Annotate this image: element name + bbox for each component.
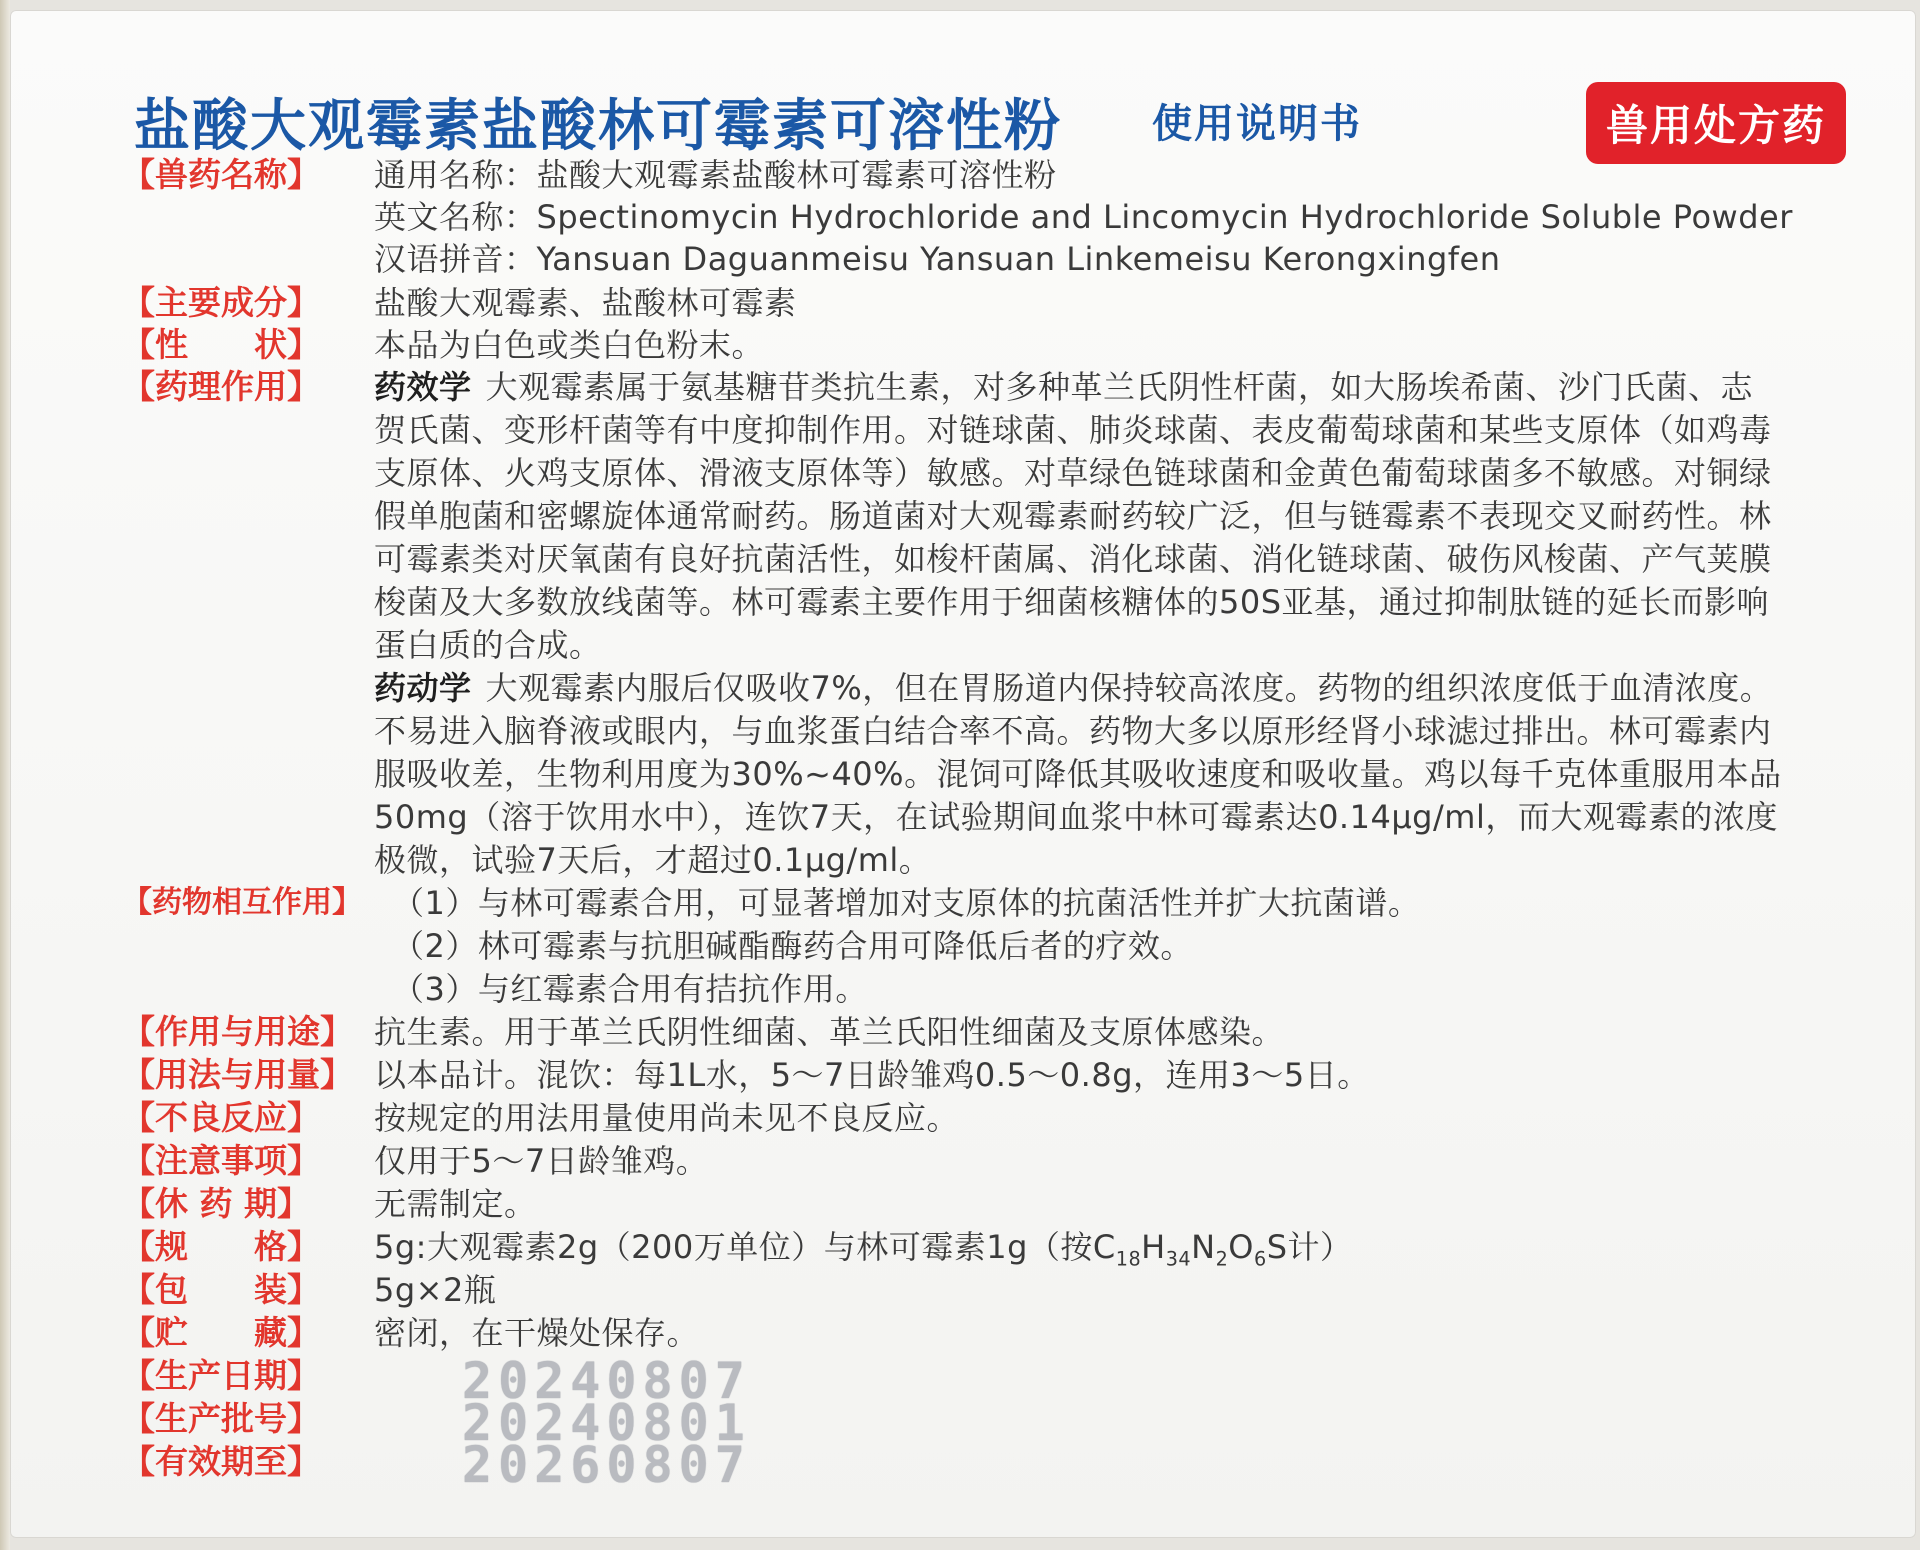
pd-line-0-text: 大观霉素属于氨基糖苷类抗生素，对多种革兰氏阴性杆菌，如大肠埃希菌、沙门氏菌、志 [485, 368, 1754, 406]
spec-o-sub: 6 [1253, 1247, 1267, 1271]
precautions-text: 仅用于5～7日龄雏鸡。 [374, 1142, 709, 1180]
interaction-1: （1）与林可霉素合用，可显著增加对支原体的抗菌活性并扩大抗菌谱。 [392, 884, 1421, 922]
dosage-text: 以本品计。混饮：每1L水，5～7日龄雏鸡0.5～0.8g，连用3～5日。 [374, 1056, 1370, 1094]
label-precautions: 【注意事项】 [122, 1141, 320, 1180]
spec-main: 5g:大观霉素2g（200万单位）与林可霉素1g（按C [374, 1228, 1116, 1266]
pk-line-1: 不易进入脑脊液或眼内，与血浆蛋白结合率不高。药物大多以原形经肾小球滤过排出。林可霉素内 [374, 712, 1772, 750]
label-spec: 【规 格】 [122, 1227, 320, 1266]
english-name: 英文名称：Spectinomycin Hydrochloride and Lincomycin Hydrochloride Soluble Powder [374, 198, 1793, 236]
pinyin-name: 汉语拼音：Yansuan Daguanmeisu Yansuan Linkemeisu Kerongxingfen [374, 240, 1501, 278]
spec-h-sub: 34 [1165, 1247, 1192, 1271]
pd-line-1: 贺氏菌、变形杆菌等有中度抑制作用。对链球菌、肺炎球菌、表皮葡萄球菌和某些支原体（如鸡毒 [374, 411, 1772, 449]
batch-no-print: 20240801 [462, 1394, 751, 1452]
indications-text: 抗生素。用于革兰氏阴性细菌、革兰氏阳性细菌及支原体感染。 [374, 1013, 1285, 1051]
spec-o: O [1228, 1228, 1254, 1266]
pd-line-4: 可霉素类对厌氧菌有良好抗菌活性，如梭杆菌属、消化球菌、消化链球菌、破伤风梭菌、产气荚膜 [374, 540, 1772, 578]
mfg-date-print: 20240807 [462, 1352, 751, 1410]
ingredients-text: 盐酸大观霉素、盐酸林可霉素 [374, 284, 797, 322]
pk-line-2: 服吸收差，生物利用度为30%~40%。混饲可降低其吸收速度和吸收量。鸡以每千克体重服用本品 [374, 755, 1782, 793]
label-interactions: 【药物相互作用】 [122, 885, 362, 920]
generic-name: 通用名称：盐酸大观霉素盐酸林可霉素可溶性粉 [374, 156, 1057, 194]
label-drug-name: 【兽药名称】 [122, 155, 320, 194]
pk-line-0-text: 大观霉素内服后仅吸收7%，但在胃肠道内保持较高浓度。药物的组织浓度低于血清浓度。 [485, 669, 1773, 707]
package-text: 5g×2瓶 [374, 1271, 497, 1309]
pk-term: 药动学 [374, 669, 472, 707]
label-mfg-date: 【生产日期】 [122, 1356, 320, 1395]
spec-text [374, 1226, 1353, 1280]
rx-badge: 兽用处方药 [1586, 82, 1846, 164]
leaflet-subtitle: 使用说明书 [1152, 101, 1362, 147]
pd-line-2: 支原体、火鸡支原体、滑液支原体等）敏感。对草绿色链球菌和金黄色葡萄球菌多不敏感。对铜绿 [374, 454, 1772, 492]
label-dosage: 【用法与用量】 [122, 1055, 353, 1094]
spec-c-sub: 18 [1115, 1247, 1142, 1271]
interaction-2: （2）林可霉素与抗胆碱酯酶药合用可降低后者的疗效。 [392, 927, 1193, 965]
withdrawal-text: 无需制定。 [374, 1185, 537, 1223]
pd-line-5: 梭菌及大多数放线菌等。林可霉素主要作用于细菌核糖体的50S亚基，通过抑制肽链的延长而影响 [374, 583, 1770, 621]
pd-line-0 [374, 366, 1753, 408]
pd-term: 药效学 [374, 368, 472, 406]
box-edge [0, 0, 10, 1550]
label-withdrawal: 【休 药 期】 [122, 1184, 310, 1223]
label-appearance: 【性 状】 [122, 325, 320, 364]
spec-tail: S计） [1266, 1228, 1353, 1266]
label-pharmacology: 【药理作用】 [122, 367, 320, 406]
product-title: 盐酸大观霉素盐酸林可霉素可溶性粉 [134, 94, 1062, 159]
label-indications: 【作用与用途】 [122, 1012, 353, 1051]
pk-line-0 [374, 667, 1772, 709]
pd-line-3: 假单胞菌和密螺旋体通常耐药。肠道菌对大观霉素耐药较广泛，但与链霉素不表现交叉耐药性。林 [374, 497, 1772, 535]
label-package: 【包 装】 [122, 1270, 320, 1309]
adverse-text: 按规定的用法用量使用尚未见不良反应。 [374, 1099, 960, 1137]
spec-h: H [1141, 1228, 1166, 1266]
pk-line-3: 50mg（溶于饮用水中），连饮7天，在试验期间血浆中林可霉素达0.14μg/ml，而大观霉素的浓度 [374, 798, 1778, 836]
storage-text: 密闭，在干燥处保存。 [374, 1314, 700, 1352]
label-storage: 【贮 藏】 [122, 1313, 320, 1352]
spec-n: N [1191, 1228, 1216, 1266]
expiry-print: 20260807 [462, 1436, 751, 1494]
spec-n-sub: 2 [1215, 1247, 1229, 1271]
label-adverse: 【不良反应】 [122, 1098, 320, 1137]
pd-line-6: 蛋白质的合成。 [374, 626, 602, 664]
instruction-card [10, 10, 1916, 1538]
label-batch-no: 【生产批号】 [122, 1399, 320, 1438]
appearance-text: 本品为白色或类白色粉末。 [374, 326, 765, 364]
label-expiry: 【有效期至】 [122, 1442, 320, 1481]
interaction-3: （3）与红霉素合用有拮抗作用。 [392, 970, 868, 1008]
pk-line-4: 极微，试验7天后，才超过0.1μg/ml。 [374, 841, 932, 879]
label-ingredients: 【主要成分】 [122, 283, 320, 322]
